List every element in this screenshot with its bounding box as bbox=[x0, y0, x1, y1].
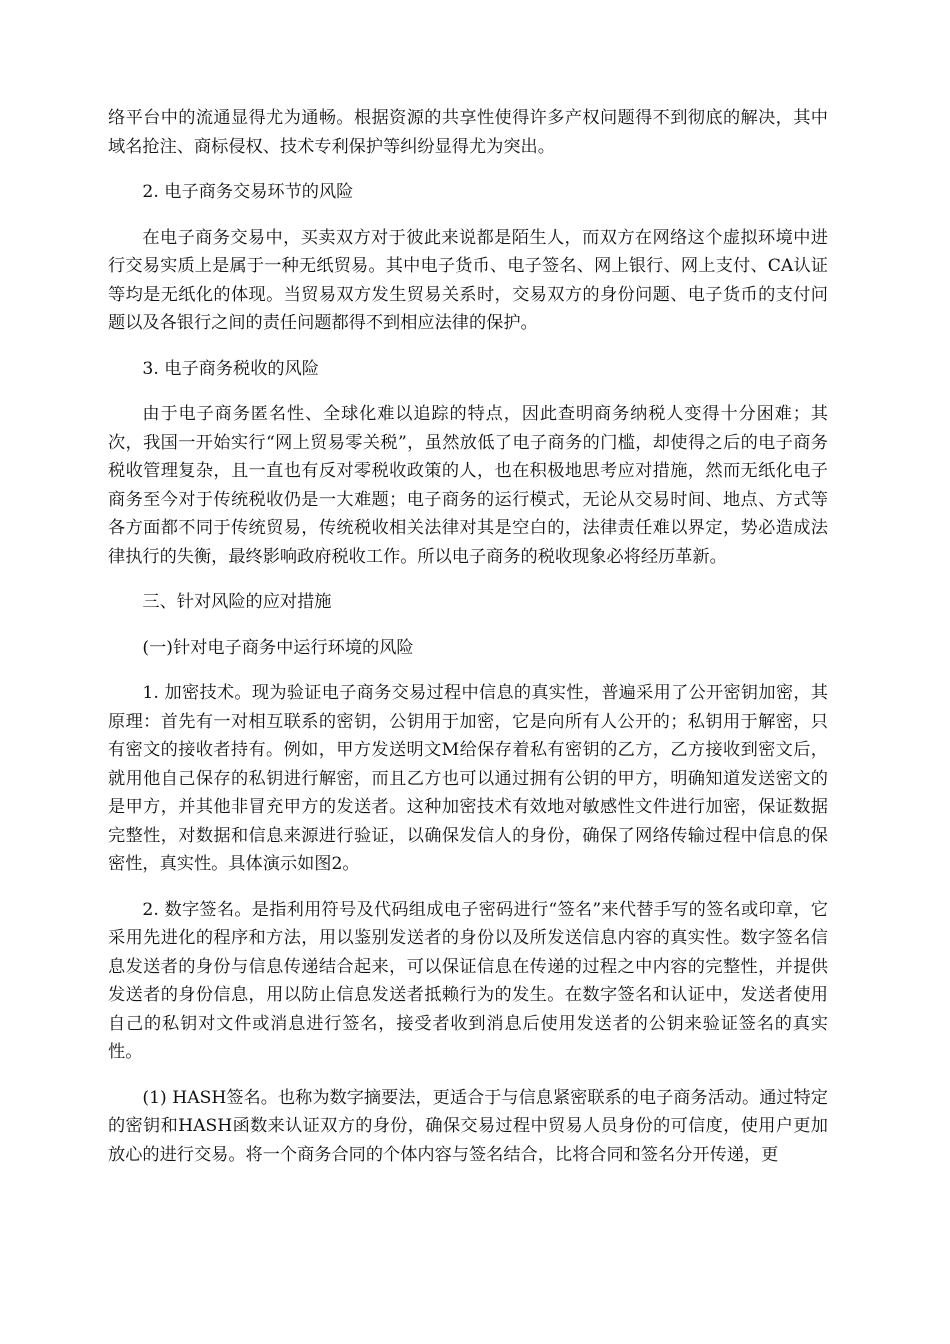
document-page bbox=[108, 104, 828, 1186]
paragraph-digital-signature: 2. 数字签名。是指利用符号及代码组成电子密码进行“签名”来代替手写的签名或印章，它采用先进化的程序和方法，用以鉴别发送者的身份以及所发送信息内容的真实性。数字签名信息发送者的身份与信息传递结合起来，可以保证信息在传递的过程之中内容的完整性，并提供发送者的身份信息，用以防止信息发送者抵赖行为的发生。在数字签名和认证中，发送者使用自己的私钥对文件或消息进行签名，接受者收到消息后使用发送者的公钥来验证签名的真实性。 bbox=[108, 899, 828, 1062]
subsection-heading-environment: (一)针对电子商务中运行环境的风险 bbox=[142, 637, 414, 658]
section-heading-countermeasures: 三、针对风险的应对措施 bbox=[142, 592, 332, 612]
paragraph-encryption: 1. 加密技术。现为验证电子商务交易过程中信息的真实性，普遍采用了公开密钥加密，其原理：首先有一对相互联系的密钥，公钥用于加密，它是向所有人公开的；私钥用于解密，只有密文的接收者持有。例如，甲方发送明文M给保存着私有密钥的乙方，乙方接收到密文后，就用他自己保存的私钥进行解密，而且乙方也可以通过拥有公钥的甲方，明确知道发送密文的是甲方，并其他非冒充甲方的发送者。这种加密技术有效地对敏感性文件进行加密，保证数据完整性，对数据和信息来源进行验证，以确保发信人的身份，确保了网络传输过程中信息的保密性，真实性。具体演示如图2。 bbox=[108, 683, 828, 874]
subheading-transaction-risk: 2. 电子商务交易环节的风险 bbox=[142, 182, 354, 202]
paragraph-tax-risk: 由于电子商务匿名性、全球化难以追踪的特点，因此查明商务纳税人变得十分困难；其次，我国一开始实行“网上贸易零关税”，虽然放低了电子商务的门槛，却使得之后的电子商务税收管理复杂，且一直也有反对零税收政策的人，也在积极地思考应对措施，然而无纸化电子商务至今对于传统税收仍是一大难题；电子商务的运行模式，无论从交易时间、地点、方式等各方面都不同于传统贸易，传统税收相关法律对其是空白的，法律责任难以界定，势必造成法律执行的失衡，最终影响政府税收工作。所以电子商务的税收现象必将经历革新。 bbox=[108, 404, 828, 567]
subheading-tax-risk: 3. 电子商务税收的风险 bbox=[142, 358, 319, 379]
paragraph-hash-signature: (1) HASH签名。也称为数字摘要法，更适合于与信息紧密联系的电子商务活动。通过特定的密钥和HASH函数来认证双方的身份，确保交易过程中贸易人员身份的可信度，使用户更加放心的进行交易。将一个商务合同的个体内容与签名结合，比将合同和签名分开传递，更 bbox=[108, 1087, 828, 1165]
paragraph-transaction-risk: 在电子商务交易中，买卖双方对于彼此来说都是陌生人，而双方在网络这个虚拟环境中进行交易实质上是属于一种无纸贸易。其中电子货币、电子签名、网上银行、网上支付、CA认证等均是无纸化的体现。当贸易双方发生贸易关系时，交易双方的身份问题、电子货币的支付问题以及各银行之间的责任问题都得不到相应法律的保护。 bbox=[108, 227, 828, 333]
paragraph-continuation: 络平台中的流通显得尤为通畅。根据资源的共享性使得许多产权问题得不到彻底的解决，其中域名抢注、商标侵权、技术专利保护等纠纷显得尤为突出。 bbox=[108, 108, 828, 157]
